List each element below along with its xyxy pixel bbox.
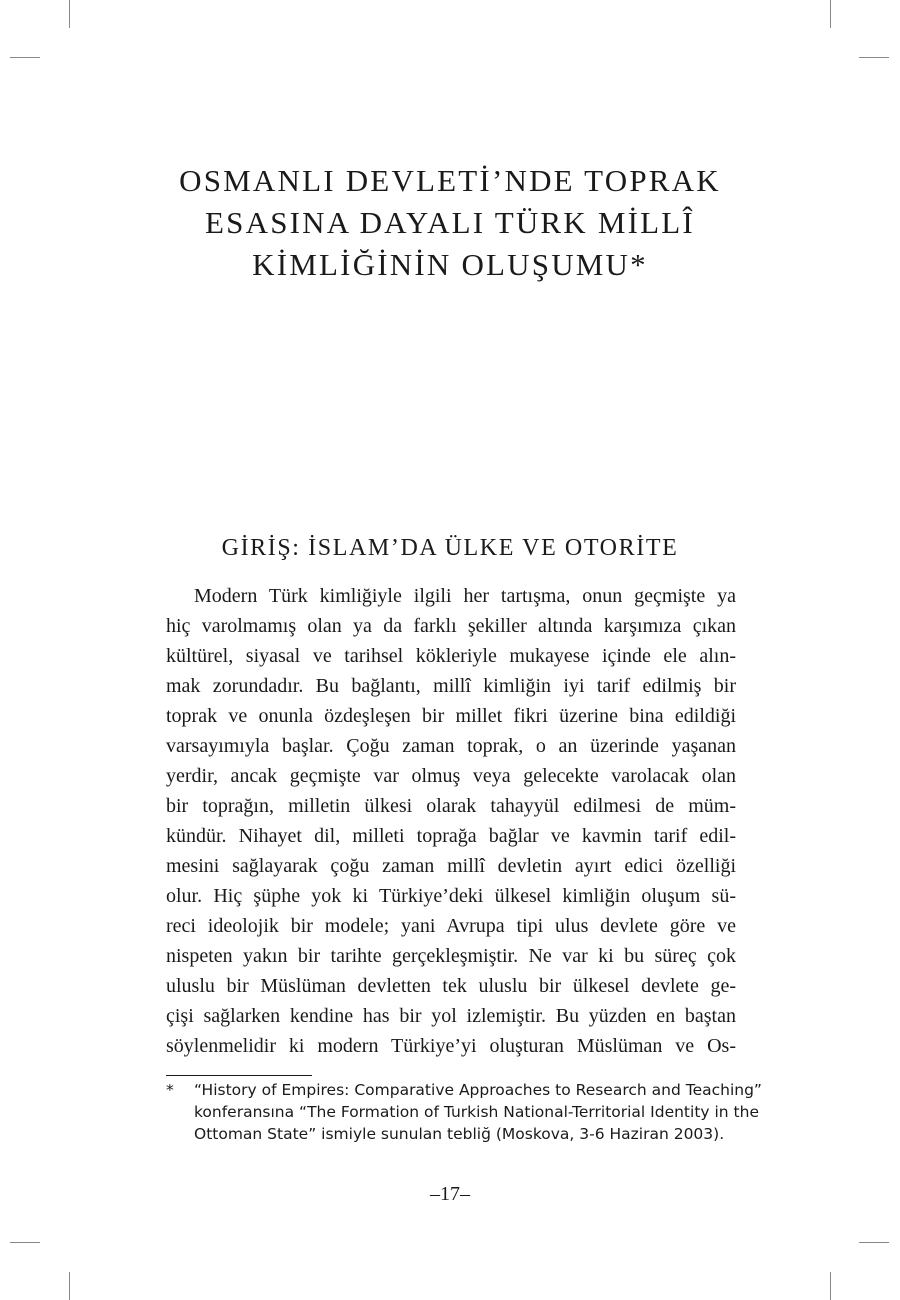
body-line: mesini sağlayarak çoğu zaman millî devletin ayırt edici özelliği [166, 855, 736, 877]
footnote-marker: * [166, 1081, 174, 1099]
body-line: toprak ve onunla özdeşleşen bir millet fikri üzerine bina edildiği [166, 705, 736, 727]
footnote-divider [166, 1075, 312, 1076]
crop-mark-top-right-vertical [830, 0, 831, 28]
body-line: çişi sağlarken kendine has bir yol izlemiştir. Bu yüzden en baştan [166, 1005, 736, 1027]
crop-mark-bottom-right-horizontal [859, 1242, 889, 1243]
body-line: nispeten yakın bir tarihte gerçekleşmiştir. Ne var ki bu süreç çok [166, 945, 736, 967]
body-line: hiç varolmamış olan ya da farklı şekiller altında karşımıza çıkan [166, 615, 736, 637]
body-line: kültürel, siyasal ve tarihsel kökleriyle mukayese içinde ele alın- [166, 645, 736, 667]
crop-mark-top-left-vertical [69, 0, 70, 28]
chapter-title-line: KİMLİĞİNİN OLUŞUMU* [252, 247, 648, 282]
chapter-title [150, 160, 750, 286]
crop-mark-top-left-horizontal [10, 57, 40, 58]
body-line: uluslu bir Müslüman devletten tek uluslu bir ülkesel devlete ge- [166, 975, 736, 997]
section-heading: GİRİŞ: İSLAM’DA ÜLKE VE OTORİTE [221, 535, 679, 561]
body-line: bir toprağın, milletin ülkesi olarak tahayyül edilmesi de müm- [166, 795, 736, 817]
body-line: kündür. Nihayet dil, milleti toprağa bağlar ve kavmin tarif edil- [166, 825, 736, 847]
body-paragraph [166, 581, 736, 1061]
body-line: mak zorundadır. Bu bağlantı, millî kimliğin iyi tarif edilmiş bir [166, 675, 736, 697]
crop-mark-top-right-horizontal [859, 57, 889, 58]
crop-mark-bottom-left-vertical [69, 1272, 70, 1300]
body-line: reci ideolojik bir modele; yani Avrupa tipi ulus devlete göre ve [166, 915, 736, 937]
chapter-title-line: ESASINA DAYALI TÜRK MİLLÎ [205, 205, 695, 240]
footnote-line: konferansına “The Formation of Turkish National-Territorial Identity in the [194, 1103, 759, 1121]
footnote [166, 1079, 762, 1145]
footnote-text [194, 1079, 762, 1145]
body-line: varsayımıyla başlar. Çoğu zaman toprak, o an üzerinde yaşanan [166, 735, 736, 757]
body-line: söylenmelidir ki modern Türkiye’yi oluşturan Müslüman ve Os- [166, 1035, 736, 1057]
body-line: Modern Türk kimliğiyle ilgili her tartışma, onun geçmişte ya [194, 585, 736, 607]
footnote-line: Ottoman State” ismiyle sunulan tebliğ (Moskova, 3-6 Haziran 2003). [194, 1125, 725, 1143]
page-number: –17– [430, 1183, 470, 1205]
crop-mark-bottom-left-horizontal [10, 1242, 40, 1243]
crop-mark-bottom-right-vertical [830, 1272, 831, 1300]
chapter-title-line: OSMANLI DEVLETİ’NDE TOPRAK [179, 163, 721, 198]
body-line: yerdir, ancak geçmişte var olmuş veya gelecekte varolacak olan [166, 765, 736, 787]
footnote-line: “History of Empires: Comparative Approaches to Research and Teaching” [194, 1081, 762, 1099]
body-line: olur. Hiç şüphe yok ki Türkiye’deki ülkesel kimliğin oluşum sü- [166, 885, 736, 907]
